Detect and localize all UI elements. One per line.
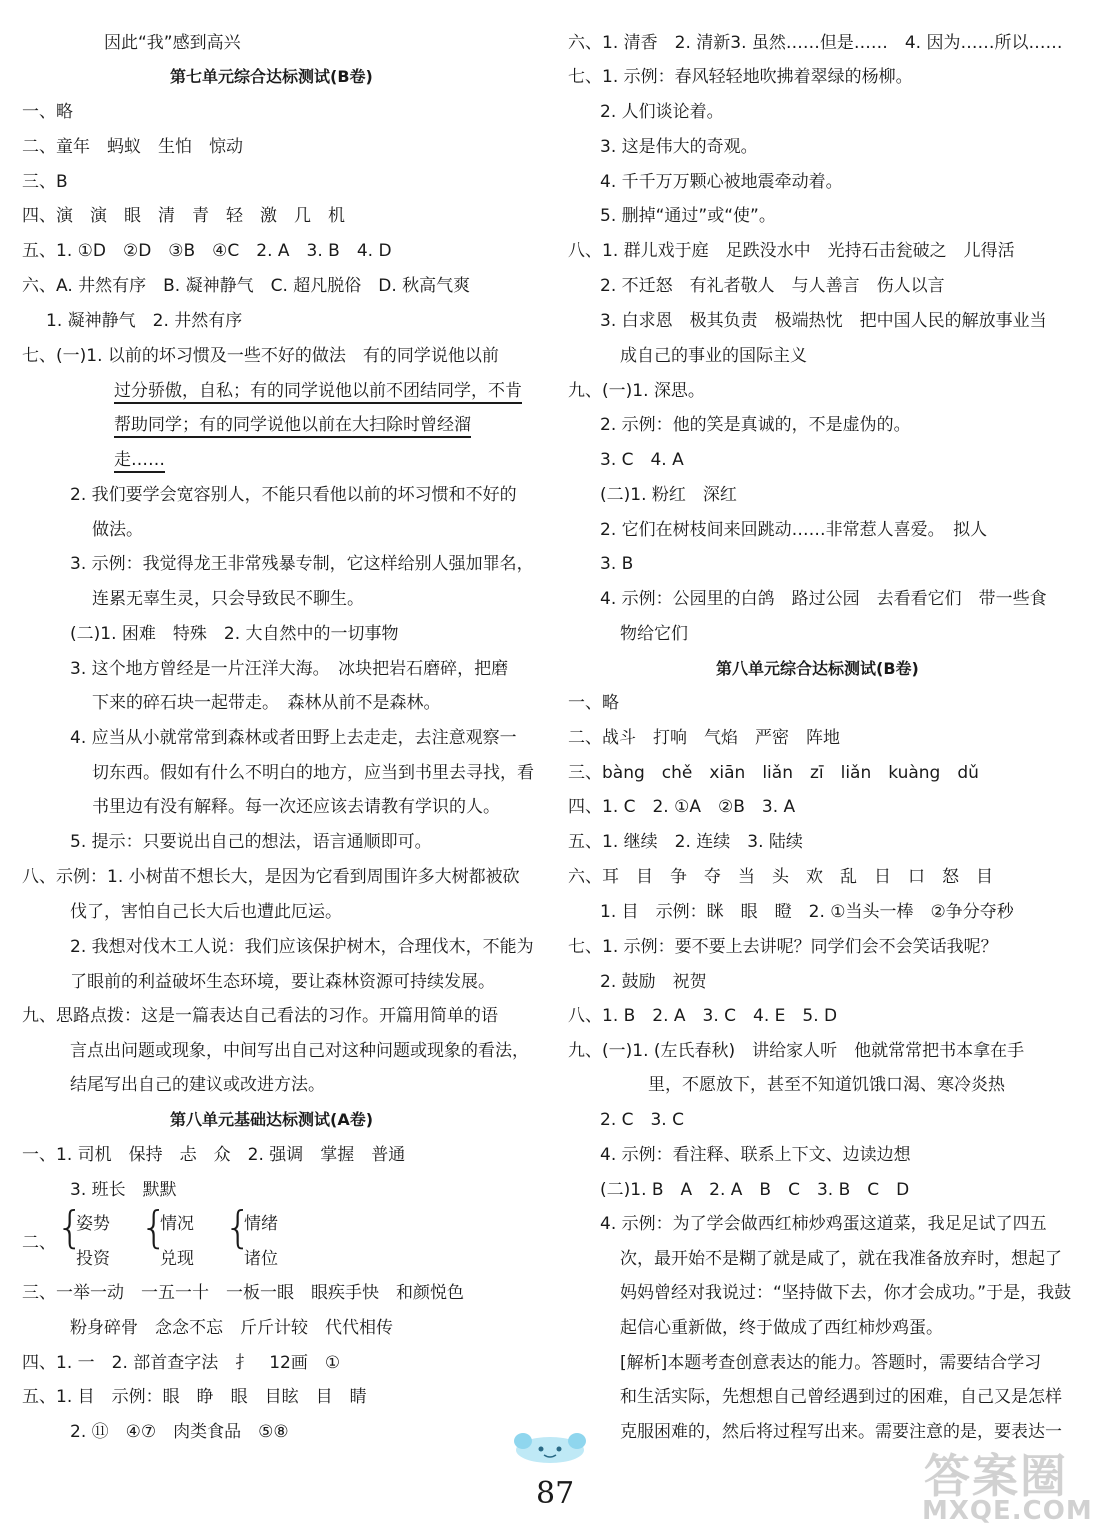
word-pair-item: 情况 bbox=[160, 1214, 194, 1234]
text-line: 六、A. 井然有序 B. 凝神静气 C. 超凡脱俗 D. 秋高气爽 bbox=[22, 276, 471, 296]
section-title: 第八单元综合达标测试(B卷) bbox=[716, 659, 919, 678]
text-line: 3. 这是伟大的奇观。 bbox=[600, 137, 758, 157]
brace: { bbox=[56, 1202, 84, 1253]
text-line: 三、一举一动 一五一十 一板一眼 眼疾手快 和颜悦色 bbox=[22, 1283, 464, 1303]
text-line: 3. 这个地方曾经是一片汪洋大海。 冰块把岩石磨碎，把磨 bbox=[70, 659, 509, 679]
word-pair-item: 诸位 bbox=[244, 1249, 278, 1269]
text-line: 成自己的事业的国际主义 bbox=[620, 346, 807, 366]
brace: { bbox=[224, 1202, 252, 1253]
text-line: 九、思路点拨：这是一篇表达自己看法的习作。开篇用简单的语 bbox=[22, 1006, 498, 1026]
text-line: 过分骄傲，自私；有的同学说他以前不团结同学，不肯 bbox=[114, 381, 522, 401]
text-line: 五、1. 目 示例：眼 睁 眼 目眩 目 睛 bbox=[22, 1387, 367, 1407]
text-line: 2. C 3. C bbox=[600, 1110, 684, 1130]
text-line: 二、战斗 打响 气焰 严密 阵地 bbox=[568, 728, 840, 748]
text-line: 3. C 4. A bbox=[600, 450, 684, 470]
text-line: 2. 我们要学会宽容别人，不能只看他以前的坏习惯和不好的 bbox=[70, 485, 517, 505]
watermark-text: 答案圈 bbox=[924, 1449, 1068, 1503]
text-line: 4. 千千万万颗心被地震牵动着。 bbox=[600, 172, 843, 192]
text-line: 连累无辜生灵，只会导致民不聊生。 bbox=[92, 589, 364, 609]
text-line: 一、略 bbox=[22, 102, 73, 122]
text-line: 物给它们 bbox=[620, 624, 688, 644]
text-line: 4. 示例：为了学会做西红柿炒鸡蛋这道菜，我足足试了四五 bbox=[600, 1214, 1047, 1234]
watermark-url: MXQE.COM bbox=[922, 1496, 1093, 1526]
word-pair-item: 投资 bbox=[76, 1249, 110, 1269]
text-line: 2. 它们在树枝间来回跳动……非常惹人喜爱。 拟人 bbox=[600, 520, 988, 540]
word-pair-item: 姿势 bbox=[76, 1214, 110, 1234]
text-line: 一、略 bbox=[568, 693, 619, 713]
text-line: 做法。 bbox=[92, 520, 143, 540]
text-line: 3. 班长 默默 bbox=[70, 1180, 177, 1200]
word-pair-item: 情绪 bbox=[244, 1214, 278, 1234]
section-title: 第八单元基础达标测试(A卷) bbox=[170, 1110, 374, 1129]
text-line: 结尾写出自己的建议或改进方法。 bbox=[70, 1075, 325, 1095]
text-line: 5. 删掉“通过”或“使”。 bbox=[600, 206, 776, 226]
text-line: 六、1. 清香 2. 清新3. 虽然……但是…… 4. 因为……所以…… bbox=[568, 33, 1063, 53]
text-line: 5. 提示：只要说出自己的想法，语言通顺即可。 bbox=[70, 832, 432, 852]
text-line: 八、1. B 2. A 3. C 4. E 5. D bbox=[568, 1006, 838, 1026]
text-line: 因此“我”感到高兴 bbox=[104, 33, 241, 53]
text-line: 八、1. 群儿戏于庭 足跌没水中 光持石击瓮破之 儿得活 bbox=[568, 241, 1015, 261]
text-line: 4. 示例：公园里的白鸽 路过公园 去看看它们 带一些食 bbox=[600, 589, 1047, 609]
text-line: (二)1. B A 2. A B C 3. B C D bbox=[600, 1180, 910, 1200]
text-line: 妈妈曾经对我说过：“坚持做下去，你才会成功。”于是，我鼓 bbox=[620, 1283, 1072, 1303]
text-line: 4. 示例：看注释、联系上下文、边读边想 bbox=[600, 1145, 911, 1165]
text-line: 起信心重新做，终于做成了西红柿炒鸡蛋。 bbox=[620, 1318, 943, 1338]
text-line: 粉身碎骨 念念不忘 斤斤计较 代代相传 bbox=[70, 1318, 393, 1338]
text-line: 一、1. 司机 保持 忐 众 2. 强调 掌握 普通 bbox=[22, 1145, 406, 1165]
text-line: 九、(一)1. (左氏春秋) 讲给家人听 他就常常把书本拿在手 bbox=[568, 1041, 1025, 1061]
section-title: 第七单元综合达标测试(B卷) bbox=[170, 67, 373, 86]
text-line: 三、bàng chě xiān liǎn zī liǎn kuàng dǔ bbox=[568, 763, 979, 783]
text-line: 三、B bbox=[22, 172, 68, 192]
text-line: 克服困难的，然后将过程写出来。需要注意的是，要表达一 bbox=[620, 1422, 1062, 1442]
text-line: 六、耳 目 争 夺 当 头 欢 乱 日 口 怒 目 bbox=[568, 867, 993, 887]
text-line: 言点出问题或现象，中间写出自己对这种问题或现象的看法， bbox=[70, 1041, 529, 1061]
page-number: 87 bbox=[536, 1476, 575, 1511]
text-line: 切东西。假如有什么不明白的地方，应当到书里去寻找，看 bbox=[92, 763, 534, 783]
brace: { bbox=[140, 1202, 168, 1253]
text-line: 九、(一)1. 深思。 bbox=[568, 381, 705, 401]
text-line: 2. 我想对伐木工人说：我们应该保护树木，合理伐木，不能为 bbox=[70, 937, 534, 957]
text-line: 伐了，害怕自己长大后也遭此厄运。 bbox=[70, 902, 342, 922]
text-line: 五、1. 继续 2. 连续 3. 陆续 bbox=[568, 832, 803, 852]
text-line: 二、童年 蚂蚁 生怕 惊动 bbox=[22, 137, 243, 157]
text-line: 和生活实际，先想想自己曾经遇到过的困难，自己又是怎样 bbox=[620, 1387, 1062, 1407]
word-pair-item: 兑现 bbox=[160, 1249, 194, 1269]
text-line: 二、 bbox=[22, 1233, 56, 1253]
text-line: 四、1. C 2. ①A ②B 3. A bbox=[568, 797, 796, 817]
text-line: [解析]本题考查创意表达的能力。答题时，需要结合学习 bbox=[620, 1353, 1042, 1373]
text-line: 八、示例：1. 小树苗不想长大，是因为它看到周围许多大树都被砍 bbox=[22, 867, 520, 887]
text-line: 1. 目 示例：眯 眼 瞪 2. ①当头一棒 ②争分夺秒 bbox=[600, 902, 1014, 922]
text-line: 4. 应当从小就常常到森林或者田野上去走走，去注意观察一 bbox=[70, 728, 517, 748]
text-line: (二)1. 粉红 深红 bbox=[600, 485, 737, 505]
text-line: 七、(一)1. 以前的坏习惯及一些不好的做法 有的同学说他以前 bbox=[22, 346, 499, 366]
text-line: 四、1. 一 2. 部首查字法 扌 12画 ① bbox=[22, 1353, 341, 1373]
text-line: 3. 示例：我觉得龙王非常残暴专制，它这样给别人强加罪名， bbox=[70, 554, 534, 574]
text-line: 2. 鼓励 祝贺 bbox=[600, 972, 707, 992]
text-line: 七、1. 示例：要不要上去讲呢？同学们会不会笑话我呢？ bbox=[568, 937, 998, 957]
text-line: 五、1. ①D ②D ③B ④C 2. A 3. B 4. D bbox=[22, 241, 392, 261]
text-line: 下来的碎石块一起带走。 森林从前不是森林。 bbox=[92, 693, 441, 713]
watermark-logo bbox=[918, 1440, 1098, 1530]
text-line: 2. ⑪ ④⑦ 肉类食品 ⑤⑧ bbox=[70, 1422, 289, 1442]
text-line: 2. 不迁怒 有礼者敬人 与人善言 伤人以言 bbox=[600, 276, 945, 296]
mascot-icon bbox=[505, 1430, 595, 1466]
text-line: 帮助同学；有的同学说他以前在大扫除时曾经溜 bbox=[114, 415, 471, 435]
text-line: 了眼前的利益破坏生态环境，要让森林资源可持续发展。 bbox=[70, 972, 495, 992]
text-line: (二)1. 困难 特殊 2. 大自然中的一切事物 bbox=[70, 624, 399, 644]
text-line: 四、演 演 眼 清 青 轻 激 几 机 bbox=[22, 206, 345, 226]
text-line: 1. 凝神静气 2. 井然有序 bbox=[46, 311, 243, 331]
text-line: 3. 白求恩 极其负责 极端热忱 把中国人民的解放事业当 bbox=[600, 311, 1047, 331]
text-line: 里，不愿放下，甚至不知道饥饿口渴、寒冷炎热 bbox=[648, 1075, 1005, 1095]
text-line: 次，最开始不是糊了就是咸了，就在我准备放弃时，想起了 bbox=[620, 1249, 1062, 1269]
text-line: 七、1. 示例：春风轻轻地吹拂着翠绿的杨柳。 bbox=[568, 67, 913, 87]
text-line: 3. B bbox=[600, 554, 634, 574]
text-line: 2. 示例：他的笑是真诚的，不是虚伪的。 bbox=[600, 415, 911, 435]
text-line: 走…… bbox=[114, 450, 165, 470]
text-line: 书里边有没有解释。每一次还应该去请教有学识的人。 bbox=[92, 797, 500, 817]
text-line: 2. 人们谈论着。 bbox=[600, 102, 724, 122]
